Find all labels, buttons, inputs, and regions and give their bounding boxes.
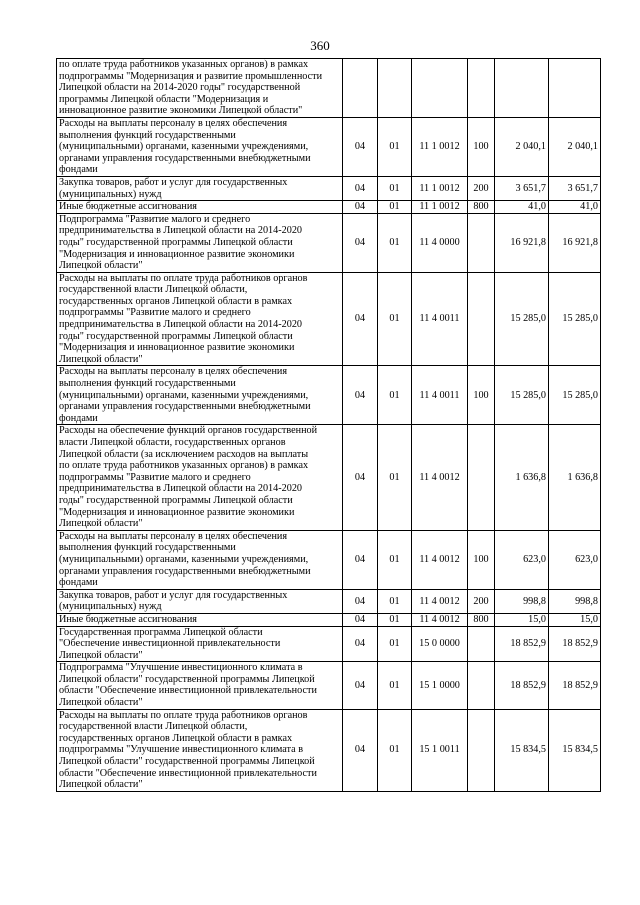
- row-name-line: Липецкой области": [59, 697, 143, 709]
- sum-cell: [495, 59, 549, 118]
- row-name-line: годы" государственной программы Липецкой области: [59, 236, 293, 248]
- sum-cell: 3 651,7: [495, 176, 549, 200]
- row-name-line: программы Липецкой области "Модернизация и: [59, 93, 269, 105]
- row-name-line: Расходы на выплаты по оплате труда работников органов: [59, 272, 308, 284]
- table-row: [57, 530, 601, 589]
- row-name-cell: [57, 662, 343, 709]
- row-name-line: Липецкой области (за исключением расходов на выплаты: [59, 448, 309, 460]
- row-name-line: Липецкой области" государственной программы Липецкой: [59, 673, 315, 685]
- sum-cell: 18 852,9: [495, 662, 549, 709]
- ved-cell: 04: [343, 613, 378, 626]
- sum-cell-2: 15 285,0: [549, 366, 601, 425]
- razdel-cell: 01: [378, 117, 412, 176]
- row-name-line: Закупка товаров, работ и услуг для государственных: [59, 589, 288, 601]
- page-number: 360: [310, 38, 330, 53]
- row-name-line: Липецкой области": [59, 649, 143, 661]
- sum-cell-2: 998,8: [549, 589, 601, 613]
- table-row: [57, 366, 601, 425]
- razdel-cell: 01: [378, 613, 412, 626]
- ved-cell: 04: [343, 662, 378, 709]
- ved-cell: 04: [343, 530, 378, 589]
- row-name-line: годы" государственной программы Липецкой области: [59, 494, 293, 506]
- target-article-cell: 11 4 0012: [412, 613, 468, 626]
- sum-cell: 18 852,9: [495, 626, 549, 662]
- row-name-line: государственных органов Липецкой области в рамках: [59, 732, 293, 744]
- target-article-cell: 11 4 0011: [412, 366, 468, 425]
- sum-cell-2: 2 040,1: [549, 117, 601, 176]
- row-name-line: Закупка товаров, работ и услуг для государственных: [59, 176, 288, 188]
- row-name-line: (муниципальными) органами, казенными учреждениями,: [59, 141, 309, 153]
- ved-cell: 04: [343, 589, 378, 613]
- ved-cell: 04: [343, 213, 378, 272]
- target-article-cell: 11 4 0012: [412, 530, 468, 589]
- sum-cell-2: 3 651,7: [549, 176, 601, 200]
- sum-cell-2: 623,0: [549, 530, 601, 589]
- target-article-cell: 11 1 0012: [412, 117, 468, 176]
- row-name-line: годы" государственной программы Липецкой области: [59, 330, 293, 342]
- row-name-line: "Модернизация и инновационное развитие экономики: [59, 248, 295, 260]
- row-name-line: фондами: [59, 412, 98, 424]
- row-name-line: по оплате труда работников указанных органов) в рамках: [59, 59, 309, 70]
- row-name-line: органами управления государственными внебюджетными: [59, 401, 311, 413]
- expense-type-cell: [468, 709, 495, 791]
- target-article-cell: 11 1 0012: [412, 176, 468, 200]
- ved-cell: 04: [343, 176, 378, 200]
- razdel-cell: 01: [378, 366, 412, 425]
- sum-cell: 2 040,1: [495, 117, 549, 176]
- sum-cell: 15 834,5: [495, 709, 549, 791]
- table-row: [57, 626, 601, 662]
- ved-cell: 04: [343, 425, 378, 530]
- sum-cell-2: 16 921,8: [549, 213, 601, 272]
- row-name-line: Государственная программа Липецкой области: [59, 626, 263, 638]
- row-name-line: фондами: [59, 164, 98, 176]
- expense-type-cell: [468, 425, 495, 530]
- expense-type-cell: 100: [468, 117, 495, 176]
- row-name-line: предпринимательства в Липецкой области на 2014-2020: [59, 225, 303, 237]
- row-name-line: государственной власти Липецкой области,: [59, 721, 248, 733]
- sum-cell: 15 285,0: [495, 272, 549, 366]
- sum-cell-2: [549, 59, 601, 118]
- row-name-line: предпринимательства в Липецкой области на 2014-2020: [59, 319, 303, 331]
- row-name-line: (муниципальными) органами, казенными учреждениями,: [59, 553, 309, 565]
- row-name-cell: [57, 213, 343, 272]
- sum-cell: 16 921,8: [495, 213, 549, 272]
- row-name-line: власти Липецкой области, государственных органов: [59, 437, 286, 448]
- row-name-cell: [57, 117, 343, 176]
- row-name-line: Подпрограмма "Развитие малого и среднего: [59, 213, 251, 225]
- target-article-cell: 11 4 0012: [412, 589, 468, 613]
- sum-cell: 623,0: [495, 530, 549, 589]
- table-row: [57, 117, 601, 176]
- target-article-cell: 11 4 0012: [412, 425, 468, 530]
- table-row: [57, 709, 601, 791]
- razdel-cell: 01: [378, 626, 412, 662]
- row-name-line: Липецкой области": [59, 260, 143, 272]
- row-name-line: подпрограммы "Модернизация и развитие промышленности: [59, 70, 323, 82]
- row-name-cell: [57, 425, 343, 530]
- row-name-line: (муниципальных) нужд: [59, 601, 162, 613]
- row-name-line: выполнения функций государственными: [59, 129, 236, 141]
- razdel-cell: 01: [378, 530, 412, 589]
- target-article-cell: 11 1 0012: [412, 201, 468, 214]
- row-name-line: выполнения функций государственными: [59, 378, 236, 390]
- row-name-line: Расходы на обеспечение функций органов государственной: [59, 425, 318, 437]
- row-name-line: Расходы на выплаты персоналу в целях обеспечения: [59, 117, 288, 129]
- row-name-line: Липецкой области": [59, 779, 143, 791]
- row-name-cell: [57, 366, 343, 425]
- sum-cell: 998,8: [495, 589, 549, 613]
- sum-cell: 41,0: [495, 201, 549, 214]
- row-name-cell: [57, 530, 343, 589]
- row-name-line: органами управления государственными внебюджетными: [59, 565, 311, 577]
- table-row: [57, 213, 601, 272]
- razdel-cell: 01: [378, 201, 412, 214]
- row-name-line: выполнения функций государственными: [59, 542, 236, 554]
- row-name-cell: [57, 59, 343, 118]
- sum-cell-2: 18 852,9: [549, 626, 601, 662]
- sum-cell: 15,0: [495, 613, 549, 626]
- row-name-line: области "Обеспечение инвестиционной привлекательности: [59, 767, 317, 779]
- row-name-cell: [57, 176, 343, 200]
- expense-type-cell: [468, 59, 495, 118]
- row-name-line: подпрограммы "Развитие малого и среднего: [59, 307, 251, 319]
- row-name-line: Иные бюджетные ассигнования: [59, 613, 197, 625]
- row-name-line: (муниципальными) органами, казенными учреждениями,: [59, 389, 309, 401]
- row-name-line: подпрограммы "Улучшение инвестиционного климата в: [59, 744, 304, 756]
- expense-type-cell: 100: [468, 530, 495, 589]
- target-article-cell: 11 4 0011: [412, 272, 468, 366]
- row-name-line: Расходы на выплаты персоналу в целях обеспечения: [59, 366, 288, 378]
- row-name-cell: [57, 272, 343, 366]
- ved-cell: 04: [343, 626, 378, 662]
- table-row: [57, 201, 601, 214]
- budget-table: [56, 58, 601, 792]
- row-name-line: предпринимательства в Липецкой области на 2014-2020: [59, 483, 303, 495]
- table-row: [57, 613, 601, 626]
- ved-cell: 04: [343, 117, 378, 176]
- row-name-line: инновационное развитие экономики Липецкой области": [59, 105, 303, 117]
- sum-cell-2: 15 834,5: [549, 709, 601, 791]
- table-row: [57, 425, 601, 530]
- row-name-line: органами управления государственными внебюджетными: [59, 152, 311, 164]
- table-row: [57, 272, 601, 366]
- sum-cell-2: 18 852,9: [549, 662, 601, 709]
- ved-cell: 04: [343, 709, 378, 791]
- ved-cell: [343, 59, 378, 118]
- row-name-line: Липецкой области": [59, 353, 143, 365]
- sum-cell-2: 1 636,8: [549, 425, 601, 530]
- ved-cell: 04: [343, 201, 378, 214]
- row-name-cell: [57, 613, 343, 626]
- razdel-cell: 01: [378, 709, 412, 791]
- ved-cell: 04: [343, 366, 378, 425]
- sum-cell-2: 15,0: [549, 613, 601, 626]
- razdel-cell: [378, 59, 412, 118]
- row-name-line: "Модернизация и инновационное развитие экономики: [59, 342, 295, 354]
- target-article-cell: 11 4 0000: [412, 213, 468, 272]
- target-article-cell: 15 1 0011: [412, 709, 468, 791]
- row-name-cell: [57, 626, 343, 662]
- expense-type-cell: 200: [468, 589, 495, 613]
- row-name-line: "Обеспечение инвестиционной привлекательности: [59, 638, 281, 650]
- target-article-cell: [412, 59, 468, 118]
- razdel-cell: 01: [378, 213, 412, 272]
- row-name-line: государственной власти Липецкой области,: [59, 284, 248, 296]
- razdel-cell: 01: [378, 425, 412, 530]
- expense-type-cell: 100: [468, 366, 495, 425]
- expense-type-cell: [468, 213, 495, 272]
- table-row: [57, 176, 601, 200]
- row-name-line: Липецкой области на 2014-2020 годы" государственной: [59, 82, 301, 94]
- razdel-cell: 01: [378, 589, 412, 613]
- razdel-cell: 01: [378, 662, 412, 709]
- razdel-cell: 01: [378, 272, 412, 366]
- sum-cell-2: 41,0: [549, 201, 601, 214]
- sum-cell-2: 15 285,0: [549, 272, 601, 366]
- row-name-line: по оплате труда работников указанных органов) в рамках: [59, 460, 309, 472]
- table-body: [57, 59, 601, 792]
- row-name-cell: [57, 709, 343, 791]
- row-name-line: Иные бюджетные ассигнования: [59, 201, 197, 213]
- expense-type-cell: [468, 626, 495, 662]
- table-row: [57, 59, 601, 118]
- expense-type-cell: 800: [468, 201, 495, 214]
- row-name-line: "Модернизация и инновационное развитие экономики: [59, 506, 295, 518]
- sum-cell: 1 636,8: [495, 425, 549, 530]
- row-name-line: области "Обеспечение инвестиционной привлекательности: [59, 685, 317, 697]
- table-row: [57, 662, 601, 709]
- ved-cell: 04: [343, 272, 378, 366]
- row-name-cell: [57, 201, 343, 214]
- table-row: [57, 589, 601, 613]
- expense-type-cell: [468, 272, 495, 366]
- row-name-line: Подпрограмма "Улучшение инвестиционного климата в: [59, 662, 303, 674]
- row-name-line: государственных органов Липецкой области в рамках: [59, 295, 293, 307]
- row-name-line: Липецкой области": [59, 518, 143, 530]
- target-article-cell: 15 0 0000: [412, 626, 468, 662]
- expense-type-cell: 800: [468, 613, 495, 626]
- row-name-line: (муниципальных) нужд: [59, 188, 162, 200]
- target-article-cell: 15 1 0000: [412, 662, 468, 709]
- row-name-line: Липецкой области" государственной программы Липецкой: [59, 756, 315, 768]
- expense-type-cell: 200: [468, 176, 495, 200]
- row-name-line: Расходы на выплаты по оплате труда работников органов: [59, 709, 308, 721]
- row-name-line: фондами: [59, 577, 98, 589]
- row-name-line: Расходы на выплаты персоналу в целях обеспечения: [59, 530, 288, 542]
- razdel-cell: 01: [378, 176, 412, 200]
- row-name-line: подпрограммы "Развитие малого и среднего: [59, 471, 251, 483]
- sum-cell: 15 285,0: [495, 366, 549, 425]
- expense-type-cell: [468, 662, 495, 709]
- row-name-cell: [57, 589, 343, 613]
